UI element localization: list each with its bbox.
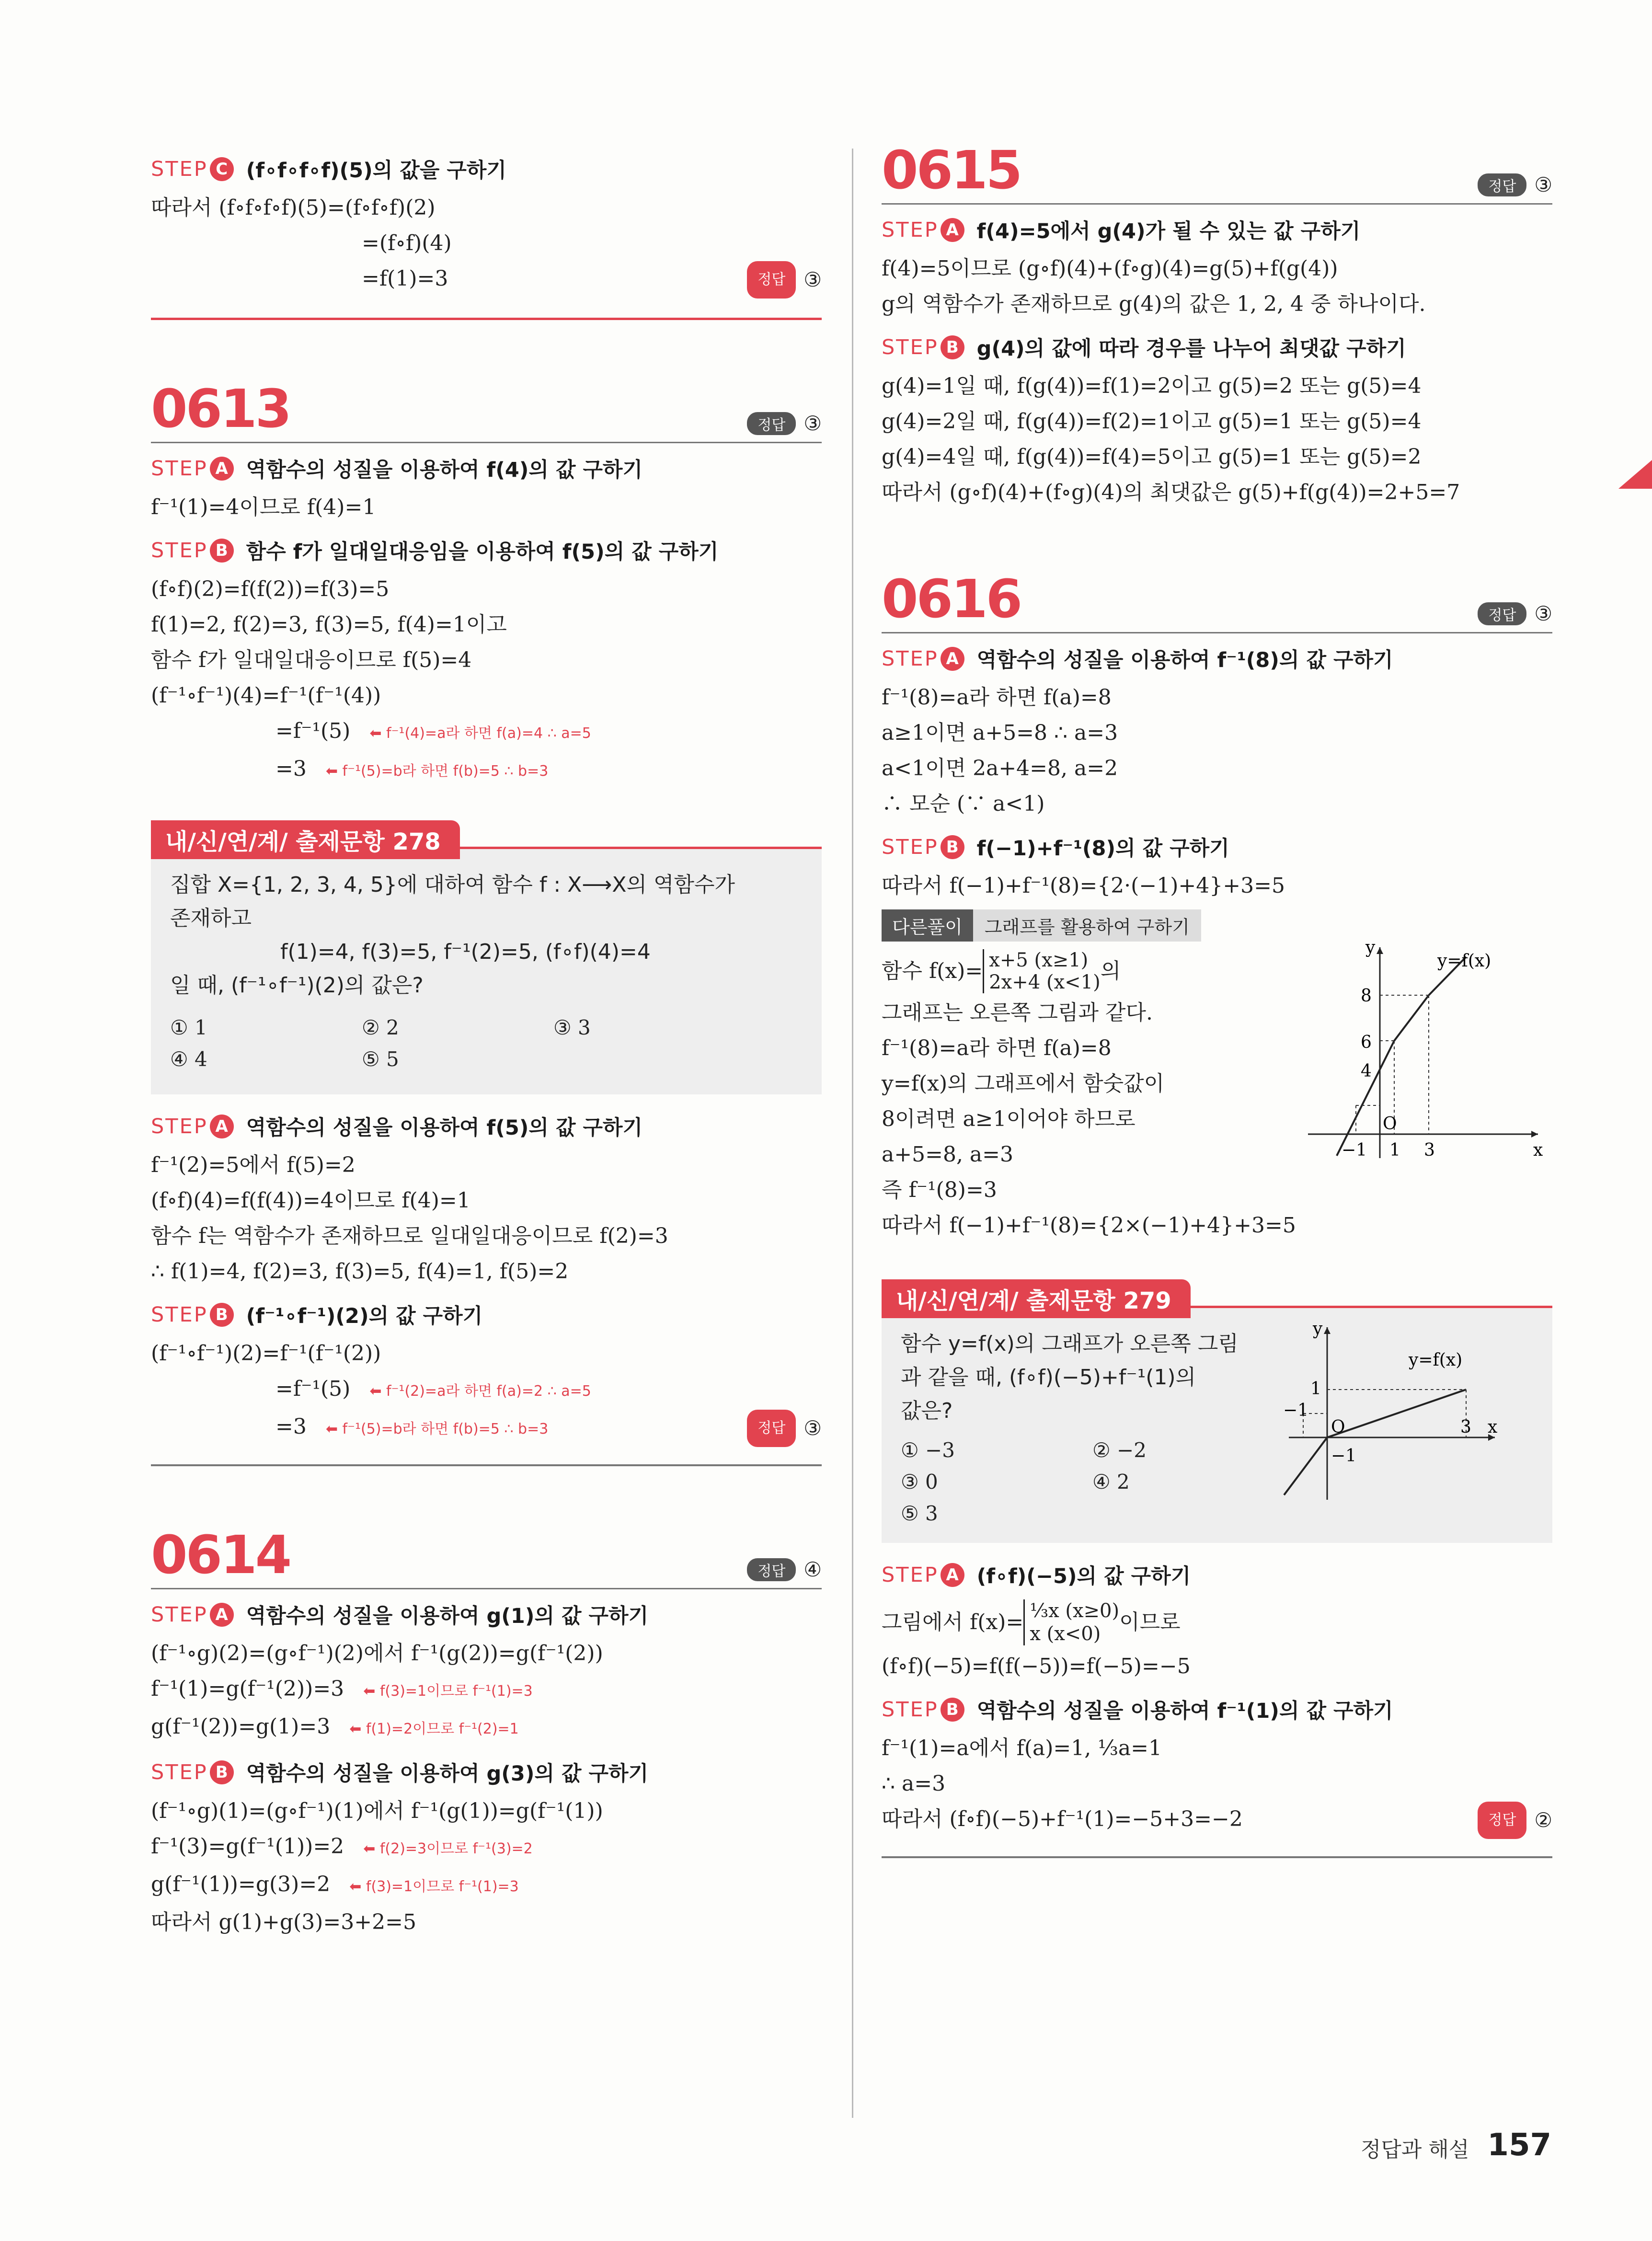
header-divider (151, 1588, 822, 1589)
choice-item: ④ 2 (1092, 1470, 1130, 1494)
side-note: ⬅ f(3)=1이므로 f⁻¹(1)=3 (363, 1683, 533, 1700)
answer-badge: 정답 ③ (1478, 173, 1552, 196)
solution-line: a≥1이면 a+5=8 ∴ a=3 (882, 721, 1118, 745)
problem-text: 일 때, (f⁻¹∘f⁻¹)(2)의 값은? (170, 973, 424, 998)
step-a-heading: STEP A (f∘f)(−5)의 값 구하기 (882, 1563, 1191, 1588)
tick-label: 8 (1361, 986, 1372, 1006)
solution-line: a<1이면 2a+4=8, a=2 (882, 756, 1118, 781)
answer-badge: 정답 ④ (747, 1558, 822, 1581)
problem-number: 0615 (882, 139, 1021, 201)
section-divider (151, 1464, 822, 1466)
problem-header-0616 (882, 568, 1552, 630)
step-a-heading: STEP A 역함수의 성질을 이용하여 f⁻¹(8)의 값 구하기 (882, 646, 1393, 672)
solution-line: =f⁻¹(5) ⬅ f⁻¹(4)=a라 하면 f(a)=4 ∴ a=5 (275, 719, 591, 743)
problem-text: f(1)=4, f(3)=5, f⁻¹(2)=5, (f∘f)(4)=4 (280, 940, 651, 964)
solution-line: (f⁻¹∘f⁻¹)(2)=f⁻¹(f⁻¹(2)) (151, 1341, 381, 1366)
tick-label: −1 (1283, 1401, 1309, 1420)
problem-text: 값은? (901, 1399, 953, 1423)
solution-line: f(4)=5이므로 (g∘f)(4)+(f∘g)(4)=g(5)+f(g(4)) (882, 256, 1338, 281)
choice-item: ④ 4 (170, 1047, 207, 1071)
curve-label: y=f(x) (1437, 951, 1491, 971)
piecewise-function: ⅓x (x≥0) x (x<0) (1023, 1599, 1119, 1645)
page-footer (1361, 2127, 1551, 2163)
choices (170, 1044, 803, 1075)
function-graph-279 (1274, 1318, 1504, 1509)
tick-label: 6 (1361, 1033, 1372, 1052)
related-problem-box-278 (151, 828, 822, 1094)
answer-badge: 정답 ③ (1478, 602, 1552, 625)
side-note: ⬅ f⁻¹(2)=a라 하면 f(a)=2 ∴ a=5 (369, 1383, 591, 1400)
problem-text: 함수 y=f(x)의 그래프가 오른쪽 그림 (901, 1332, 1239, 1356)
solution-line: =3 ⬅ f⁻¹(5)=b라 하면 f(b)=5 ∴ b=3 (275, 757, 549, 781)
step-b-heading: STEP B g(4)의 값에 따라 경우를 나누어 최댓값 구하기 (882, 335, 1406, 361)
origin-label: O (1331, 1417, 1345, 1437)
side-note: ⬅ f⁻¹(5)=b라 하면 f(b)=5 ∴ b=3 (325, 763, 549, 780)
choice-item: ③ 0 (901, 1470, 938, 1494)
y-label: y (1365, 938, 1376, 957)
side-note: ⬅ f(2)=3이므로 f⁻¹(3)=2 (363, 1840, 533, 1857)
choice-item: ⑤ 5 (362, 1047, 399, 1071)
solution-line: 그래프는 오른쪽 그림과 같다. (882, 1000, 1153, 1025)
solution-line: 즉 f⁻¹(8)=3 (882, 1178, 997, 1202)
solution-line: ∴ f(1)=4, f(2)=3, f(3)=5, f(4)=1, f(5)=2 (151, 1259, 569, 1284)
solution-line: 따라서 (f∘f)(−5)+f⁻¹(1)=−5+3=−2 정답 ② (882, 1802, 1552, 1839)
step-b-heading: STEP B 역함수의 성질을 이용하여 g(3)의 값 구하기 (151, 1760, 649, 1786)
choice-item: ② −2 (1092, 1438, 1147, 1462)
solution-line: 함수 f가 일대일대응이므로 f(5)=4 (151, 648, 472, 672)
section-divider (151, 318, 822, 320)
alternative-solution (882, 938, 1552, 1243)
problem-header-0613 (151, 378, 822, 439)
solution-line: (f⁻¹∘g)(1)=(g∘f⁻¹)(1)에서 f⁻¹(g(1))=g(f⁻¹(1)) (151, 1799, 603, 1823)
solution-line: y=f(x)의 그래프에서 함숫값이 (882, 1071, 1165, 1096)
problem-text: 집합 X={1, 2, 3, 4, 5}에 대하여 함수 f : X⟶X의 역함수가 (170, 873, 735, 897)
solution-line: 그림에서 f(x)= ⅓x (x≥0) x (x<0) 이므로 (882, 1600, 1181, 1645)
answer-badge: 정답 ③ (747, 1409, 822, 1447)
solution-line: 따라서 g(1)+g(3)=3+2=5 (151, 1910, 416, 1934)
header-divider (882, 632, 1552, 633)
solution-line: g(f⁻¹(2))=g(1)=3 ⬅ f(1)=2이므로 f⁻¹(2)=1 (151, 1714, 519, 1739)
y-label: y (1313, 1319, 1323, 1339)
answer-badge: 정답 ② (1478, 1802, 1552, 1839)
step-c-heading: STEP C (f∘f∘f∘f)(5)의 값을 구하기 (151, 157, 506, 183)
header-divider (882, 203, 1552, 205)
solution-line: f⁻¹(1)=4이므로 f(4)=1 (151, 495, 376, 519)
choice-item: ② 2 (362, 1016, 399, 1039)
right-column (882, 139, 1552, 1858)
solution-line: 함수 f는 역함수가 존재하므로 일대일대응이므로 f(2)=3 (151, 1224, 668, 1248)
function-curve (1284, 1390, 1466, 1495)
problem-number: 0613 (151, 378, 290, 439)
section-divider (882, 1856, 1552, 1858)
side-note: ⬅ f⁻¹(4)=a라 하면 f(a)=4 ∴ a=5 (369, 725, 591, 742)
side-note: ⬅ f⁻¹(5)=b라 하면 f(b)=5 ∴ b=3 (325, 1421, 549, 1437)
choice-item: ① 1 (170, 1016, 207, 1039)
solution-line: (f⁻¹∘g)(2)=(g∘f⁻¹)(2)에서 f⁻¹(g(2))=g(f⁻¹(2)) (151, 1641, 603, 1666)
answer-badge: 정답 ③ (747, 412, 822, 435)
choice-item: ⑤ 3 (901, 1502, 938, 1525)
solution-line: 8이려면 a≥1이어야 하므로 (882, 1107, 1136, 1131)
left-column (151, 144, 822, 1940)
function-curve (1337, 957, 1466, 1156)
box-tag: 내/신/연/계/ 출제문항 279 (882, 1279, 1191, 1318)
tick-label: 1 (1310, 1379, 1321, 1399)
tick-label: 4 (1361, 1061, 1372, 1081)
origin-label: O (1383, 1114, 1397, 1134)
y-axis-arrow (1324, 1327, 1331, 1334)
solution-line: (f∘f)(−5)=f(f(−5))=f(−5)=−5 (882, 1654, 1191, 1678)
solution-line: (f∘f)(2)=f(f(2))=f(3)=5 (151, 577, 390, 601)
page-number: 157 (1487, 2127, 1551, 2163)
solution-line: (f⁻¹∘f⁻¹)(4)=f⁻¹(f⁻¹(4)) (151, 683, 381, 708)
tick-label: 3 (1460, 1417, 1471, 1437)
solution-line: f⁻¹(8)=a라 하면 f(a)=8 (882, 685, 1112, 710)
step-b-heading: STEP B f(−1)+f⁻¹(8)의 값 구하기 (882, 835, 1229, 861)
solution-line: =f⁻¹(5) ⬅ f⁻¹(2)=a라 하면 f(a)=2 ∴ a=5 (275, 1377, 591, 1401)
solution-line: g(4)=1일 때, f(g(4))=f(1)=2이고 g(5)=2 또는 g(5)=4 (882, 374, 1422, 398)
step-b-heading: STEP B 함수 f가 일대일대응임을 이용하여 f(5)의 값 구하기 (151, 538, 719, 564)
x-label: x (1533, 1140, 1543, 1160)
related-problem-box-279 (882, 1287, 1552, 1543)
solution-line: 따라서 (g∘f)(4)+(f∘g)(4)의 최댓값은 g(5)+f(g(4))=2+5=7 (882, 480, 1460, 505)
step-b-heading: STEP B 역함수의 성질을 이용하여 f⁻¹(1)의 값 구하기 (882, 1697, 1393, 1723)
tick-label: 1 (1389, 1140, 1400, 1160)
step-a-heading: STEP A 역함수의 성질을 이용하여 g(1)의 값 구하기 (151, 1602, 649, 1628)
choices (170, 1012, 803, 1044)
solution-line: g(f⁻¹(1))=g(3)=2 ⬅ f(3)=1이므로 f⁻¹(1)=3 (151, 1872, 519, 1896)
chapter-side-tab (1618, 460, 1652, 489)
x-axis-arrow (1531, 1131, 1538, 1138)
step-a-heading: STEP A f(4)=5에서 g(4)가 될 수 있는 값 구하기 (882, 218, 1361, 243)
problem-header-0615 (882, 139, 1552, 201)
problem-text: 존재하고 (170, 906, 252, 931)
solution-line: ∴ 모순 (∵ a<1) (882, 792, 1045, 816)
solution-line: 따라서 (f∘f∘f∘f)(5)=(f∘f∘f)(2) (151, 195, 436, 220)
tick-label: −1 (1331, 1446, 1357, 1466)
piecewise-function: x+5 (x≥1) 2x+4 (x<1) (983, 949, 1100, 993)
tick-label: −1 (1342, 1140, 1367, 1160)
solution-line: g(4)=4일 때, f(g(4))=f(4)=5이고 g(5)=1 또는 g(5)=2 (882, 445, 1422, 469)
problem-number: 0616 (882, 568, 1021, 630)
solution-line: =(f∘f)(4) (362, 231, 452, 255)
step-b-heading: STEP B (f⁻¹∘f⁻¹)(2)의 값 구하기 (151, 1302, 483, 1328)
function-graph-0616 (1298, 938, 1548, 1163)
answer-badge: 정답 ③ (747, 261, 822, 299)
choice-item: ① −3 (901, 1438, 955, 1462)
curve-label: y=f(x) (1409, 1350, 1463, 1370)
problem-header-0614 (151, 1524, 822, 1586)
solution-line: f⁻¹(2)=5에서 f(5)=2 (151, 1153, 356, 1177)
solution-line: f⁻¹(8)=a라 하면 f(a)=8 (882, 1036, 1112, 1060)
solution-line: f(1)=2, f(2)=3, f(3)=5, f(4)=1이고 (151, 612, 507, 637)
step-a-heading: STEP A 역함수의 성질을 이용하여 f(4)의 값 구하기 (151, 456, 643, 482)
y-axis-arrow (1377, 947, 1383, 954)
header-divider (151, 442, 822, 443)
solution-line: 따라서 f(−1)+f⁻¹(8)={2×(−1)+4}+3=5 (882, 1213, 1296, 1238)
tick-label: 3 (1424, 1140, 1435, 1160)
solution-line: ∴ a=3 (882, 1771, 946, 1796)
problem-text: 과 같을 때, (f∘f)(−5)+f⁻¹(1)의 (901, 1365, 1196, 1390)
solution-line: =f(1)=3 정답 ③ (151, 261, 822, 299)
box-tag: 내/신/연/계/ 출제문항 278 (151, 820, 460, 859)
choice-item: ③ 3 (553, 1016, 591, 1039)
solution-line: (f∘f)(4)=f(f(4))=4이므로 f(4)=1 (151, 1188, 470, 1213)
solution-line: =3 ⬅ f⁻¹(5)=b라 하면 f(b)=5 ∴ b=3 정답 ③ (151, 1409, 822, 1447)
solution-line: f⁻¹(3)=g(f⁻¹(1))=2 ⬅ f(2)=3이므로 f⁻¹(3)=2 (151, 1834, 533, 1859)
column-divider (852, 149, 853, 2118)
footer-title: 정답과 해설 (1360, 2138, 1469, 2162)
solution-line: 함수 f(x)= x+5 (x≥1) 2x+4 (x<1) 의 (882, 949, 1121, 993)
problem-number: 0614 (151, 1524, 290, 1586)
solution-line: f⁻¹(1)=g(f⁻¹(2))=3 ⬅ f(3)=1이므로 f⁻¹(1)=3 (151, 1677, 533, 1701)
step-a-heading: STEP A 역함수의 성질을 이용하여 f(5)의 값 구하기 (151, 1114, 643, 1140)
solution-line: g(4)=2일 때, f(g(4))=f(2)=1이고 g(5)=1 또는 g(5)=4 (882, 409, 1422, 434)
side-note: ⬅ f(3)=1이므로 f⁻¹(1)=3 (349, 1878, 519, 1895)
solution-line: f⁻¹(1)=a에서 f(a)=1, ⅓a=1 (882, 1736, 1162, 1760)
solution-line: 따라서 f(−1)+f⁻¹(8)={2·(−1)+4}+3=5 (882, 873, 1285, 898)
solution-line: a+5=8, a=3 (882, 1142, 1014, 1167)
side-note: ⬅ f(1)=2이므로 f⁻¹(2)=1 (349, 1721, 519, 1737)
alternative-solution-label: 다른풀이 그래프를 활용하여 구하기 (882, 909, 1201, 942)
x-label: x (1488, 1417, 1498, 1437)
solution-line: g의 역함수가 존재하므로 g(4)의 값은 1, 2, 4 중 하나이다. (882, 292, 1426, 316)
